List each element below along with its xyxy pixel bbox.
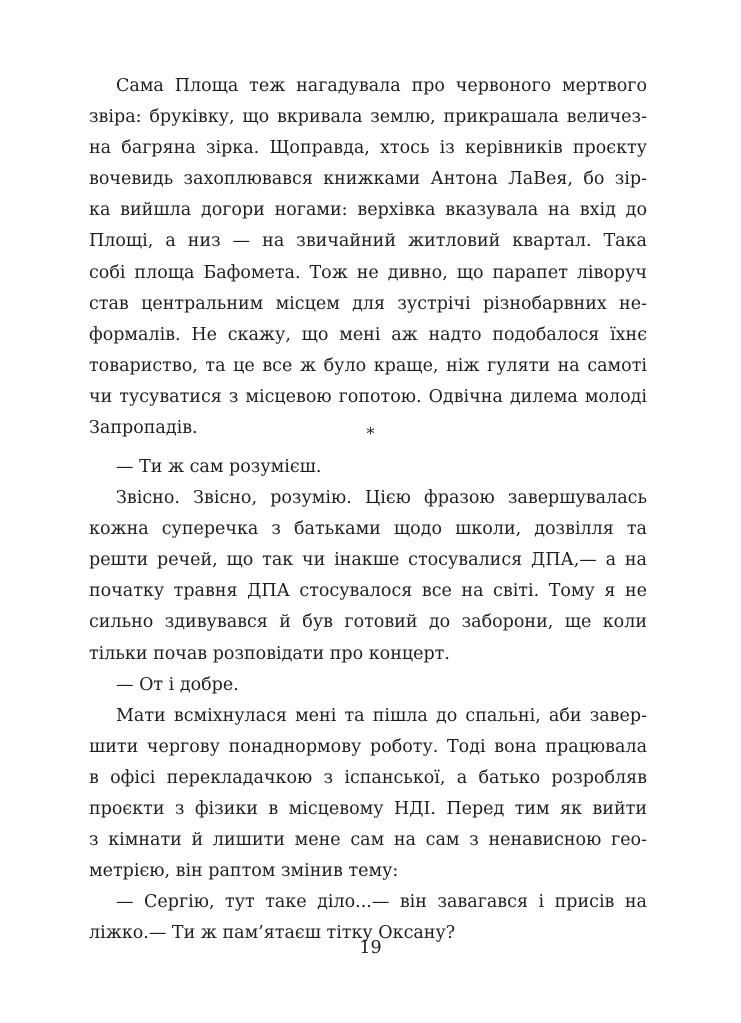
text-line: Мати всміхнулася мені та пішла до спальні, аби завер- xyxy=(116,705,647,726)
dialogue-line: — Сергію, тут таке діло...— він завагався і присів на xyxy=(116,892,647,913)
text-line: на багряна зірка. Щоправда, хтось із керівників проєкту xyxy=(89,138,647,159)
page-number: 19 xyxy=(359,938,382,958)
text-line: собі площа Бафомета. Тож не дивно, що парапет ліворуч xyxy=(89,262,647,283)
section-separator: * xyxy=(366,424,375,443)
text-line: формалів. Не скажу, що мені аж надто подобалося їхнє xyxy=(89,324,647,345)
text-line: тільки почав розповідати про концерт. xyxy=(89,643,450,664)
text-line: кожна суперечка з батьками щодо школи, дозвілля та xyxy=(89,519,647,540)
text-line: чи тусуватися з місцевою гопотою. Одвічна дилема молоді xyxy=(89,386,647,407)
dialogue-line: — От і добре. xyxy=(116,674,239,695)
dialogue-line: ліжко.— Ти ж пам’ятаєш тітку Оксану? xyxy=(89,923,456,944)
text-line: Звісно. Звісно, розумію. Цією фразою завершувалась xyxy=(116,488,647,509)
text-line: Сама Площа теж нагадувала про червоного мертвого xyxy=(116,76,647,96)
text-line: сильно здивувався й був готовий до заборони, ще коли xyxy=(89,612,647,633)
text-line: решти речей, що так чи інакше стосувалися ДПА,— а на xyxy=(89,550,647,571)
text-line: став центральним місцем для зустрічі різнобарвних не- xyxy=(89,293,647,314)
text-line: шити чергову понаднормову роботу. Тоді вона працювала xyxy=(89,736,647,757)
text-line: початку травня ДПА стосувалося все на світі. Тому я не xyxy=(89,581,647,602)
dialogue-line: — Ти ж сам розумієш. xyxy=(116,457,322,477)
dialogue-section xyxy=(89,452,647,950)
text-line: Площі, а низ — на звичайний житловий квартал. Така xyxy=(89,231,647,252)
text-line: ка вийшла догори ногами: верхівка вказувала на вхід до xyxy=(89,200,647,221)
text-line: Запропадів. xyxy=(89,418,198,439)
text-line: проєкти з фізики в місцевому НДІ. Перед тим як вийти xyxy=(89,799,647,820)
text-line: звіра: бруківку, що вкривала землю, прикрашала величез- xyxy=(89,107,647,128)
text-line: товариство, та це все ж було краще, ніж гуляти на самоті xyxy=(89,355,647,376)
text-line: вочевидь захоплювався книжками Антона ЛаВея, бо зір- xyxy=(89,169,647,190)
paragraph-plaza-description xyxy=(89,71,647,444)
text-line: в офісі перекладачкою з іспанської, а батько розробляв xyxy=(89,767,647,788)
text-line: з кімнати й лишити мене сам на сам з ненависною гео- xyxy=(89,830,647,851)
text-line: метрією, він раптом змінив тему: xyxy=(89,861,399,882)
